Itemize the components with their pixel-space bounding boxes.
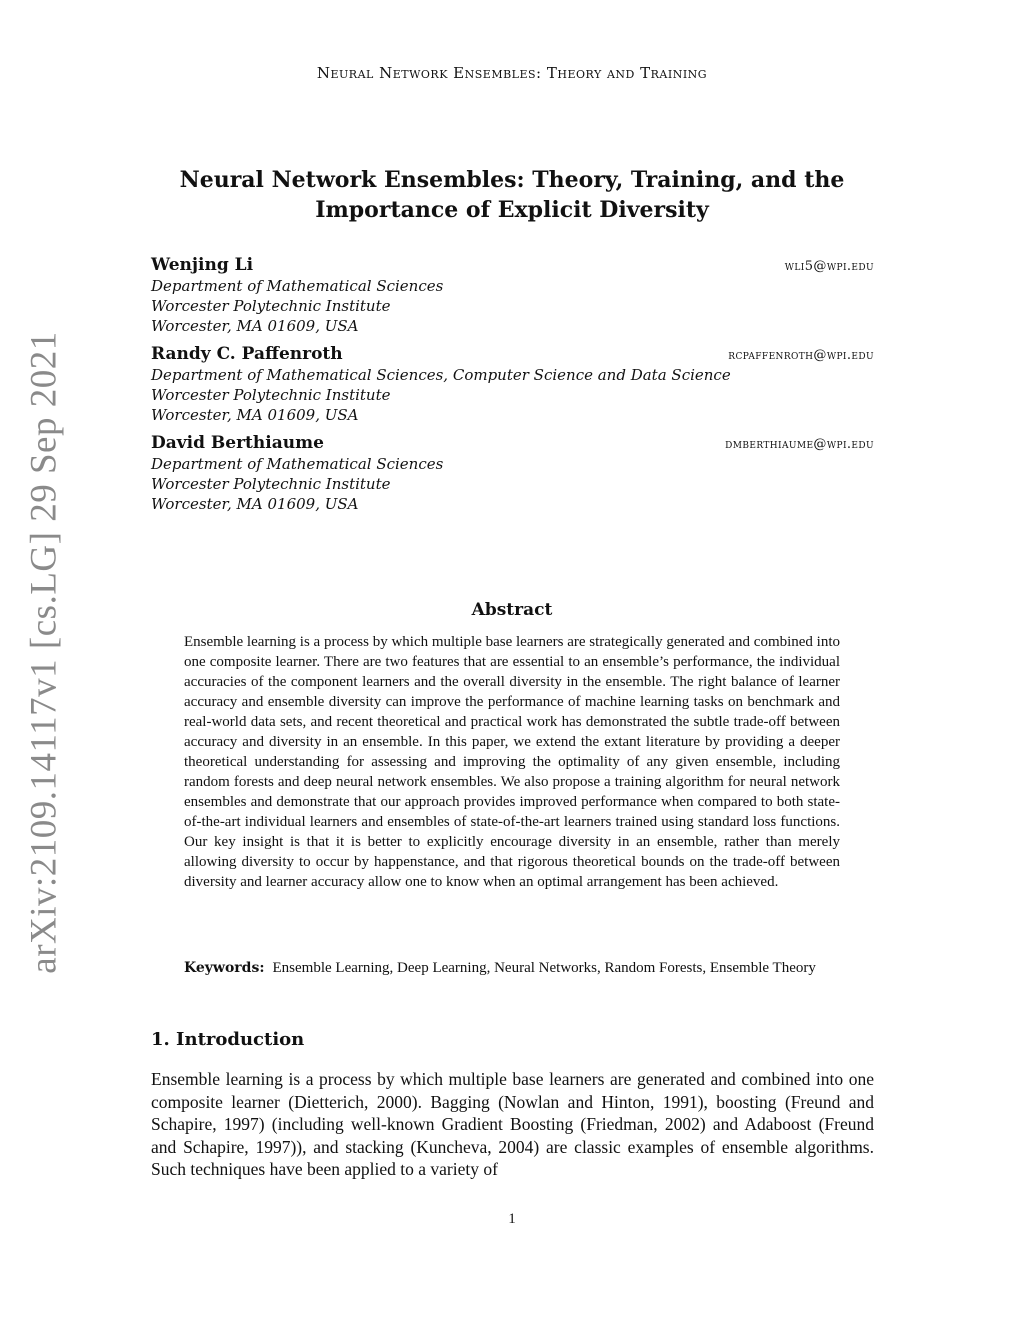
author-institution: Worcester Polytechnic Institute	[151, 297, 391, 315]
author-address: Worcester, MA 01609, USA	[151, 317, 359, 335]
author-institution: Worcester Polytechnic Institute	[151, 475, 391, 493]
author-entry	[151, 255, 874, 336]
author-name: Wenjing Li	[151, 255, 254, 275]
author-block	[151, 255, 874, 522]
author-entry	[151, 433, 874, 514]
author-institution: Worcester Polytechnic Institute	[151, 386, 391, 404]
arxiv-identifier-text: arXiv:2109.14117v1 [cs.LG] 29 Sep 2021	[23, 331, 65, 974]
author-email: wli5@wpi.edu	[784, 259, 874, 274]
keywords-paragraph	[184, 958, 840, 978]
author-name: David Berthiaume	[151, 433, 324, 453]
running-head: Neural Network Ensembles: Theory and Training	[316, 64, 708, 82]
author-department: Department of Mathematical Sciences	[151, 277, 444, 295]
author-email: dmberthiaume@wpi.edu	[725, 437, 874, 452]
keywords-label: Keywords:	[184, 960, 265, 976]
author-name: Randy C. Paffenroth	[151, 344, 343, 364]
author-address: Worcester, MA 01609, USA	[151, 495, 359, 513]
introduction-paragraph: Ensemble learning is a process by which multiple base learners are generated and combined into one composite learner (Dietterich, 2000). Bagging (Nowlan and Hinton, 1991), boosting (Freund and Schapire, 1997) (including well-known Gradient Boosting (Friedman, 2002) and Adaboost (Freund and Schapire, 1997)), and stacking (Kuncheva, 2004) are classic examples of ensemble algorithms. Such techniques have been applied to a variety of	[151, 1069, 874, 1179]
author-department: Department of Mathematical Sciences, Computer Science and Data Science	[151, 366, 731, 384]
author-department: Department of Mathematical Sciences	[151, 455, 444, 473]
author-email: rcpaffenroth@wpi.edu	[728, 348, 874, 363]
section-heading-introduction: 1. Introduction	[151, 1029, 305, 1050]
abstract-text: Ensemble learning is a process by which multiple base learners are strategically generated and combined into one composite learner. There are two features that are essential to an ensemble’s performance, the individual accuracies of the component learners and the overall diversity in the ensemble. The right balance of learner accuracy and ensemble diversity can improve the performance of machine learning tasks on benchmark and real-world data sets, and recent theoretical and practical work has demonstrated the subtle trade-off between accuracy and diversity in an ensemble. In this paper, we extend the extant literature by providing a deeper theoretical understanding for assessing and improving the optimality of any given ensemble, including random forests and deep neural network ensembles. We also propose a training algorithm for neural network ensembles and demonstrate that our approach provides improved performance when compared to both state-of-the-art individual learners and ensembles of state-of-the-art learners trained using standard loss functions. Our key insight is that it is better to explicitly encourage diversity in an ensemble, rather than merely allowing diversity to occur by happenstance, and that rigorous theoretical bounds on the trade-off between diversity and learner accuracy allow one to know when an optimal arrangement has been achieved.	[184, 634, 841, 890]
page-number: 1	[508, 1211, 516, 1227]
abstract-heading: Abstract	[471, 600, 553, 620]
arxiv-identifier-stamp	[23, 331, 65, 974]
author-entry	[151, 344, 874, 425]
author-address: Worcester, MA 01609, USA	[151, 406, 359, 424]
paper-title: Neural Network Ensembles: Theory, Training, and the Importance of Explicit Diversity	[179, 167, 845, 223]
keywords-text: Ensemble Learning, Deep Learning, Neural Networks, Random Forests, Ensemble Theory	[272, 960, 816, 976]
